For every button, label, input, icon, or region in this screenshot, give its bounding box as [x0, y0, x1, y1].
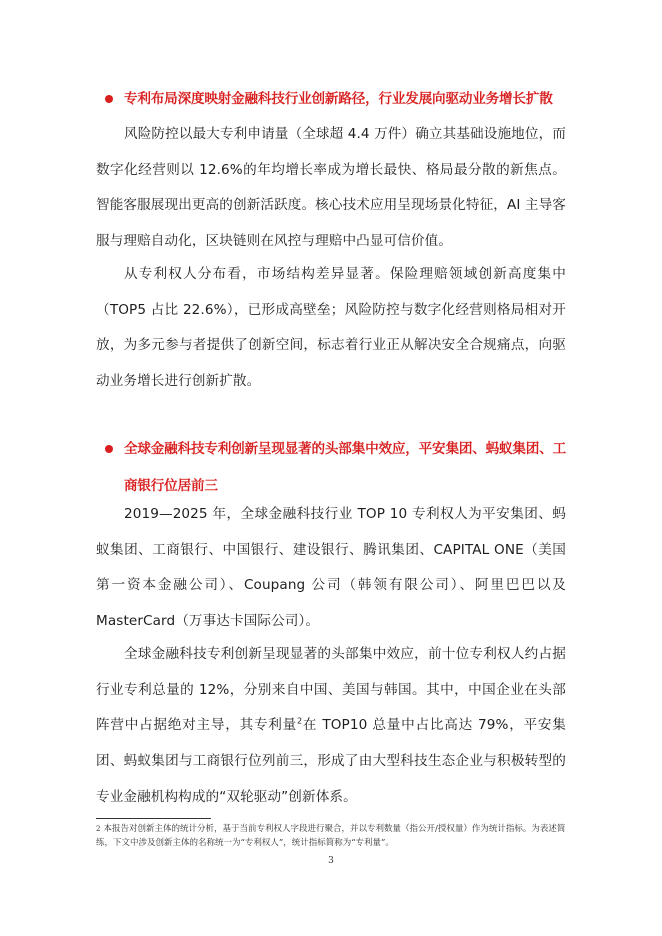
- footnote-reference[interactable]: 2: [297, 716, 303, 726]
- footnote-divider: [96, 818, 211, 819]
- paragraph-4: [96, 637, 566, 816]
- section-heading-2-text: 全球金融科技专利创新呈现显著的头部集中效应，平安集团、蚂蚁集团、工商银行位居前三: [124, 441, 566, 494]
- paragraph-3: 2019—2025 年，全球金融科技行业 TOP 10 专利权人为平安集团、蚂蚁集团、工商银行、中国银行、建设银行、腾讯集团、CAPITAL ONE（美国第一资本金融公司）、Coupang 公司（韩领有限公司）、阿里巴巴以及 MasterCard（万事达卡国际公司）。: [96, 506, 566, 630]
- section-heading-1: [100, 81, 570, 118]
- paragraph-4-part-2: 在 TOP10 总量中占比高达 79%，平安集团、蚂蚁集团与工商银行位列前三，形成了由大型科技生态企业与积极转型的专业金融机构构成的“双轮驱动”创新体系。: [96, 717, 566, 805]
- paragraph-2: 从专利权人分布看，市场结构差异显著。保险理赔领域创新高度集中（TOP5 占比 22.6%），已形成高壁垒；风险防控与数字化经营则格局相对开放，为多元参与者提供了创新空间，标志着行业正从解决安全合规痛点，向驱动业务增长进行创新扩散。: [96, 266, 566, 390]
- footnote-text: 本报告对创新主体的统计分析，基于当前专利权人字段进行聚合，并以专利数量（指公开/授权量）作为统计指标。为表述简练，下文中涉及创新主体的名称统一为“专利权人”，统计指标简称为“专利量”。: [96, 824, 566, 848]
- footnote-mark: 2: [96, 825, 101, 833]
- page-number: 3: [328, 856, 334, 866]
- paragraph-1: 风险防控以最大专利申请量（全球超 4.4 万件）确立其基础设施地位，而数字化经营则以 12.6%的年均增长率成为增长最快、格局最分散的新焦点。智能客服展现出更高的创新活跃度。核心技术应用呈现场景化特征，AI 主导客服与理赔自动化，区块链则在风控与理赔中凸显可信价值。: [96, 126, 566, 250]
- footnote: [96, 822, 566, 850]
- paragraph-4-part-1: 全球金融科技专利创新呈现显著的头部集中效应，前十位专利权人约占据行业专利总量的 12%，分别来自中国、美国与韩国。其中，中国企业在头部阵营中占据绝对主导，其专利量: [96, 646, 566, 734]
- bullet-icon: [105, 95, 113, 103]
- section-heading-1-text: 专利布局深度映射金融科技行业创新路径，行业发展向驱动业务增长扩散: [124, 91, 553, 107]
- bullet-icon: [105, 445, 113, 453]
- section-heading-2: [100, 431, 570, 505]
